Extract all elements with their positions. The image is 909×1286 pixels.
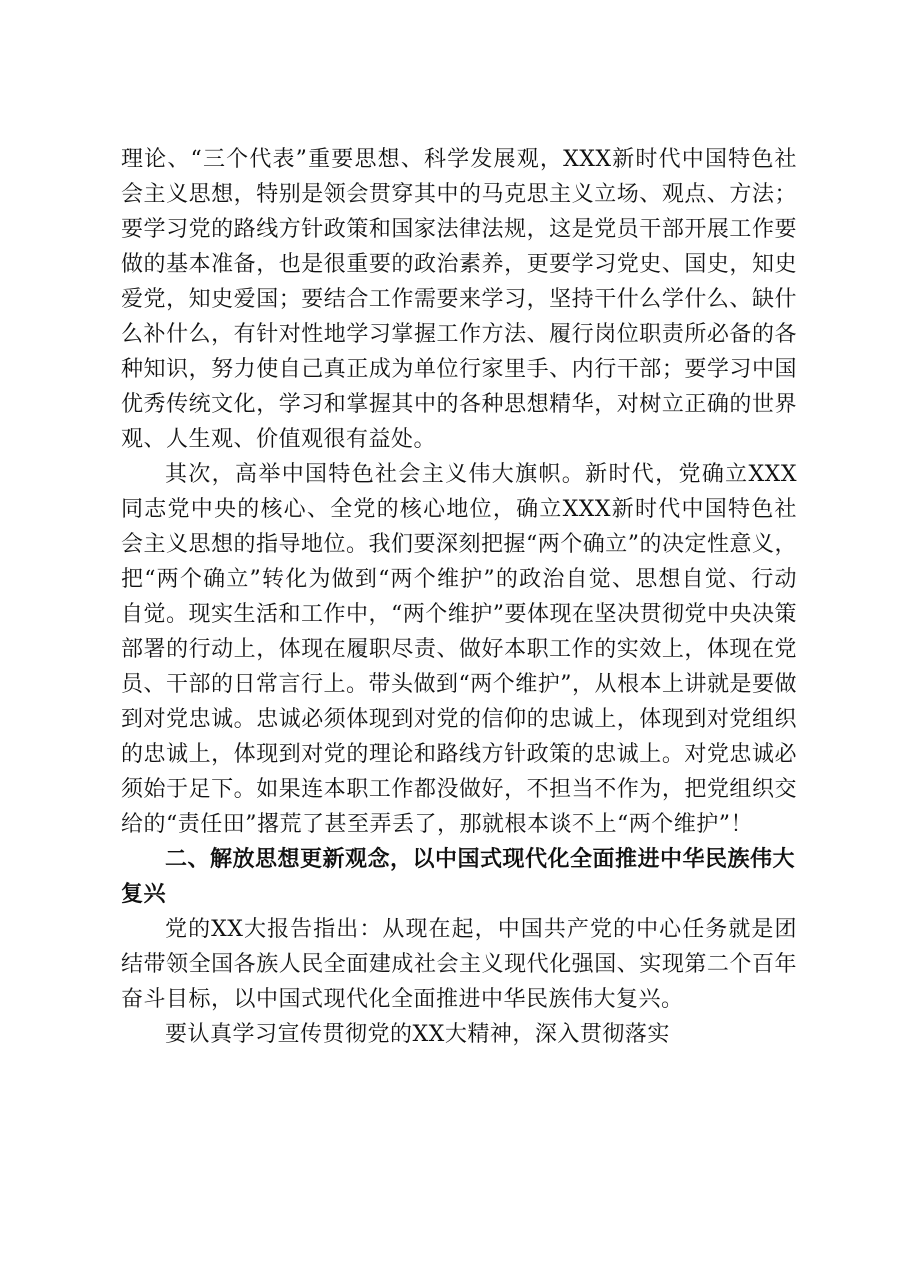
document-page [121,142,797,1052]
paragraph-socialism-banner: 其次，高举中国特色社会主义伟大旗帜。新时代，党确立XXX同志党中央的核心、全党的核心地位，确立XXX新时代中国特色社会主义思想的指导地位。我们要深刻把握“两个确立”的决定性意义，把“两个确立”转化为做到“两个维护”的政治自觉、思想自觉、行动自觉。现实生活和工作中，“两个维护”要体现在坚决贯彻党中央决策部署的行动上，体现在履职尽责、做好本职工作的实效上，体现在党员、干部的日常言行上。带头做到“两个维护”，从根本上讲就是要做到对党忠诚。忠诚必须体现到对党的信仰的忠诚上，体现到对党组织的忠诚上，体现到对党的理论和路线方针政策的忠诚上。对党忠诚必须始于足下。如果连本职工作都没做好，不担当不作为，把党组织交给的“责任田”撂荒了甚至弄丢了，那就根本谈不上“两个维护”！ [121,462,797,837]
paragraph-xx-report: 党的XX大报告指出：从现在起，中国共产党的中心任务就是团结带领全国各族人民全面建成社会主义现代化强国、实现第二个百年奋斗目标，以中国式现代化全面推进中华民族伟大复兴。 [121,917,797,1012]
paragraph-study-spirit: 要认真学习宣传贯彻党的XX大精神，深入贯彻落实 [165,1022,670,1047]
paragraph-study-content: 理论、“三个代表”重要思想、科学发展观，XXX新时代中国特色社会主义思想，特别是领会贯穿其中的马克思主义立场、观点、方法；要学习党的路线方针政策和国家法律法规，这是党员干部开展工作要做的基本准备，也是很重要的政治素养，更要学习党史、国史，知史爱党，知史爱国；要结合工作需要来学习，坚持干什么学什么、缺什么补什么，有针对性地学习掌握工作方法、履行岗位职责所必备的各种知识，努力使自己真正成为单位行家里手、内行干部；要学习中国优秀传统文化，学习和掌握其中的各种思想精华，对树立正确的世界观、人生观、价值观很有益处。 [121,147,797,452]
section-heading-two: 二、解放思想更新观念，以中国式现代化全面推进中华民族伟大复兴 [121,847,796,907]
